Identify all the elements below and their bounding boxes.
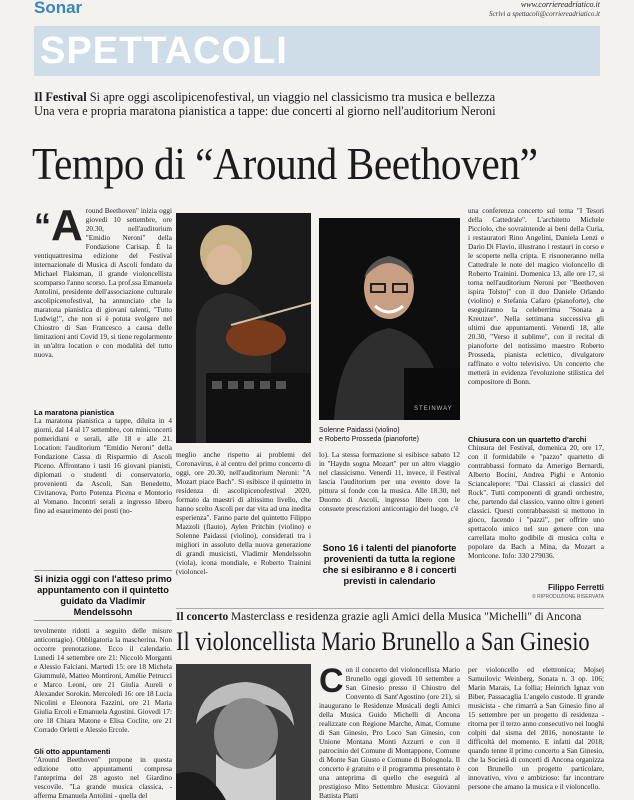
violinist-illustration	[176, 213, 311, 443]
pull-quote-right: Sono 16 i talenti del pianoforte provenienti da tutta la regione che si esibiranno e 8 i concerti previsti in calendario	[322, 543, 457, 586]
piano-brand: STEINWAY	[414, 406, 453, 412]
pull-quote-left: Si inizia oggi con l'atteso primo appuntamento con il quintetto guidato da Vladimir Mendelssohn	[34, 574, 172, 617]
photo-pianist	[319, 218, 460, 420]
cellist-illustration	[176, 664, 311, 800]
column-4	[468, 207, 604, 605]
article2-col1-text: on il concerto del violoncellista Mario Brunello oggi giovedì 10 settembre a San Ginesio presso il Chiostro del Convento di Sant'Agostino (ore 21), si inaugurano le Residenze Musicali degli Amici della Musica Guido Michelli di Ancona realizzate con Regione Marche, Amat, Comune di San Ginesio, Pro Loco San Ginesio, con Unione Montana Monti Azzurri e con il patrocinio del Comune di Montappone, Comune di Monte San Giusto e Comune di Bolognola. Il concerto è gratuito e il programma presentato è una anteprima di quello che eseguirà al prestigioso Mito Settembre Musica: Giovanni Battista Platti	[319, 666, 460, 800]
pianist-illustration	[319, 218, 460, 420]
deck-line-2: Una vera e propria maratona pianistica a tappe: due concerti al giorno nell'auditorium Neroni	[34, 104, 496, 118]
photo-caption	[319, 427, 469, 444]
quote-mark: “	[34, 207, 51, 245]
dropcap: A	[51, 207, 83, 250]
banner-title: SPETTACOLI	[40, 30, 288, 72]
deck-line-1: Si apre oggi ascolipicenofestival, un viaggio nel classicismo tra musica e bellezza	[89, 90, 496, 104]
site-url[interactable]: www.corriereadriatico.it	[520, 0, 600, 9]
column-2: meglio anche rispetto ai problemi del Coronavirus, è al centro del primo concerto di oggi, ore 20.30, nell'auditorium Neroni: "A Mozart piace Bach". Si esibisce il quintetto in residenza di ascolipicenofestival 2020, formato da maestri di altissimo livello, che hanno scelto Ascoli per dar vita ad una inedita esperienza". Fanno parte del quintetto Filippo Mazzoli (flauto), Aylen Pritchin (violino) e Solenne Paidassi (violino), considerati tra i migliori in assoluto della nuova generazione di grandi musicisti, Vladimir Mendelssohn (viola), icona mondiale, e Roberto Trainini (violoncel-	[176, 451, 311, 576]
caption-line-1: Solenne Paidassi (violino)	[319, 427, 400, 434]
pull-quote-left-rule	[34, 620, 172, 621]
headline: Tempo di “Around Beethoven”	[32, 139, 538, 189]
column-1	[34, 207, 172, 564]
column-3: lo). La stessa formazione si esibisce sabato 12 in "Haydn sogna Mozart" per un altro viaggio nel classicismo. Venerdì 11, invece, il Festival lascia l'auditorium per una evento dove la pittura si fonde con la musica. Alle 18.30, nel Duomo di Ascoli, ingresso libero con le consuete prescrizioni anticontagio del luogo, c'è	[319, 451, 460, 513]
rights-notice: © RIPRODUZIONE RISERVATA	[532, 594, 604, 600]
photo-violinist	[176, 213, 311, 443]
photo-cellist	[176, 664, 311, 800]
col4-paragraph-2: Chiusura del Festival, domenica 20, ore 17, con il formidabile e "pazzo" quartetto di contrabbassi formato da Amerigo Bernardi, Alberto Bocini, Andrea Pighi e Antonio Sciancalepore: "Dai Classici ai classici del Rock". Tutti componenti di grandi orchestre, che, partendo dal classico, vanno oltre i generi classici. Questi contrabbassisti si mettono in gioco, facendo i "pazzi", per offrire uno spettacolo unico nel suo genere con una carrellata molto godibile di musica colta e popolare da Bach a Mina, da Mozart a Morricone. Info: 330 279036.	[468, 444, 604, 560]
subhead-maratona: La maratona pianistica	[34, 408, 115, 417]
deck	[34, 90, 604, 118]
top-bar	[0, 0, 634, 22]
author: Filippo Ferretti	[548, 583, 604, 592]
col1-paragraph-2: La maratona pianistica a tappe, diluita in 4 giorni, dal 14 al 17 settembre, con miniconcerti pomeridiani e serali, alle 18 e alle 21. Location: l'auditorium "Emidio Neroni" della Fondazione Cassa di Risparmio di Ascoli Piceno. Affrontano i tasti 16 giovani pianisti, diplomati o studenti di conservatorio, provenienti da Ascoli, San Benedetto, Civitanova, Porto Potenza Picena e Montorio al Vomano. Incontri serali a ingresso libero fino ad esaurimento dei posti (no-	[34, 417, 172, 515]
subhead-otto: Gli otto appuntamenti	[34, 747, 111, 756]
article2-rule	[176, 608, 604, 609]
col1-first	[34, 207, 172, 406]
contact-email[interactable]: Scrivi a spettacoli@corriereadriatico.it	[489, 10, 600, 18]
continuation-text-1: tevolmente ridotti a seguito delle misure anticontagio). Obbligatoria la mascherina. Non occorre prenotazione. Ecco il calendario. Lunedì 14 settembre ore 21: Niccolò Morganti e Alessio Falciani. Martedì 15: ore 18 Michela Giummulè, Matteo Montironi, Amélie Petrucci e Marco Leoni, ore 21 Giulia Aureli e Alexander Sorokin. Mercoledì 16: ore 18 Lucia Nicolini e Eleonora Fazzini, ore 21 Maria Giulia Ercoli e Emanuela Agostini. Giovedì 17: ore 18 Chiara Matone e Elisa Coclite, ore 21 Corrado Orletti e Alessio Ercole.	[34, 627, 172, 734]
kicker: Il Festival	[34, 90, 87, 104]
subhead-chiusura: Chiusura con un quartetto d'archi	[468, 435, 587, 444]
col1-paragraph-1: round Beethoven" inizia oggi giovedì 10 settembre, ore 20.30, nell'auditorium "Emidio Neroni" della Fondazione Carisap. È la ventiquattresima edizione del Festival internazionale di Musica di Ascoli fondato da Michael Flaksman, il grande violoncellista scomparso l'anno scorso. La prof.ssa Emanuela Antolini, presidente dell'associazione culturale ascolipicenofestival, ha annunciato che la maratona pianistica di giovani talenti, "Tutto Ludwig!", che non si è potuta svolgere nel Chiostro di San Francesco a causa delle limitazioni anti Covid 19, si tiene regolarmente in un'altra location e con modalità del tutto nuova.	[34, 207, 172, 359]
article2-deck-text: Masterclass e residenza grazie agli Amici della Musica "Michelli" di Ancona	[231, 611, 582, 623]
section-label: Sonar	[34, 0, 83, 17]
col4-paragraph-1: una conferenza concerto sul tema "I Tesori della Cattedrale". L'architetto Michele Picciolo, che sovraintende ai beni della Curia, i restauratori Rino Angelini, Daniela Lenzi e Dario Di Flavio, illustrano i restauri in corso e le scoperte nella cripta. E risuoneranno nella Cattedrale le note del magico violoncello di Roberto Trainini. Domenica 13, alle ore 17, si torna nell'auditorium Neroni per "Beethoven ispira Tolstoj" con il duo Daniele Orlando (violino) e Stefania Cafaro (pianoforte), che eseguiranno la celeberrima "Sonata a Kreutzer". Nella settimana successiva gli ultimi due appuntamenti. Venerdì 18, alle 20.30, "Verso il sublime", con il recital di pianoforte del notissimo maestro Roberto Prosseda, pianista eclettico, divulgatore raffinato e volto televisivo. Un concerto che metterà in evidenza l'evoluzione stilistica del compositore di Bonn.	[468, 207, 604, 386]
continuation-column	[34, 627, 172, 800]
caption-line-2: e Roberto Prosseda (pianoforte)	[319, 435, 419, 443]
article2-column-1	[319, 666, 460, 800]
article2-dropcap: C	[319, 666, 344, 700]
continuation-text-2: "Around Beethoven" propone in questa edizione otto appuntamenti compresa l'anteprima del 28 agosto nel Giardino vescovile. "La grande musica classica, - afferma Emanuela Antolini - quella del	[34, 756, 172, 800]
article2-deck	[176, 611, 606, 624]
pull-quote-left-box	[34, 570, 172, 571]
article2-kicker: Il concerto	[176, 611, 229, 623]
article2-column-2: per violoncello ed elettronica; Mojsej Samuilovic Weinberg, Sonata n. 3 op. 106; Marin Marais, La follia; Heinrich Ignaz von Biber, Passacaglia L'angelo custode. Il grande musicista - che rimarrà a San Ginesio fino al 15 settembre per un progetto di residenza - ritorna per il terzo anno consecutivo nei luoghi colpiti dal sisma del 2016, nonostante le difficoltà del momento. E infatti dal 2018, quando tenne il primo concerto a San Ginesio, che la Società di concerti di Ancona organizza con Brunello un progetto particolare, innovativo, vivo e ambizioso: far incontrare persone che amano la musica e il violoncello.	[468, 666, 604, 791]
article2-headline: Il violoncellista Mario Brunello a San Ginesio	[176, 627, 590, 656]
section-banner	[34, 26, 600, 76]
